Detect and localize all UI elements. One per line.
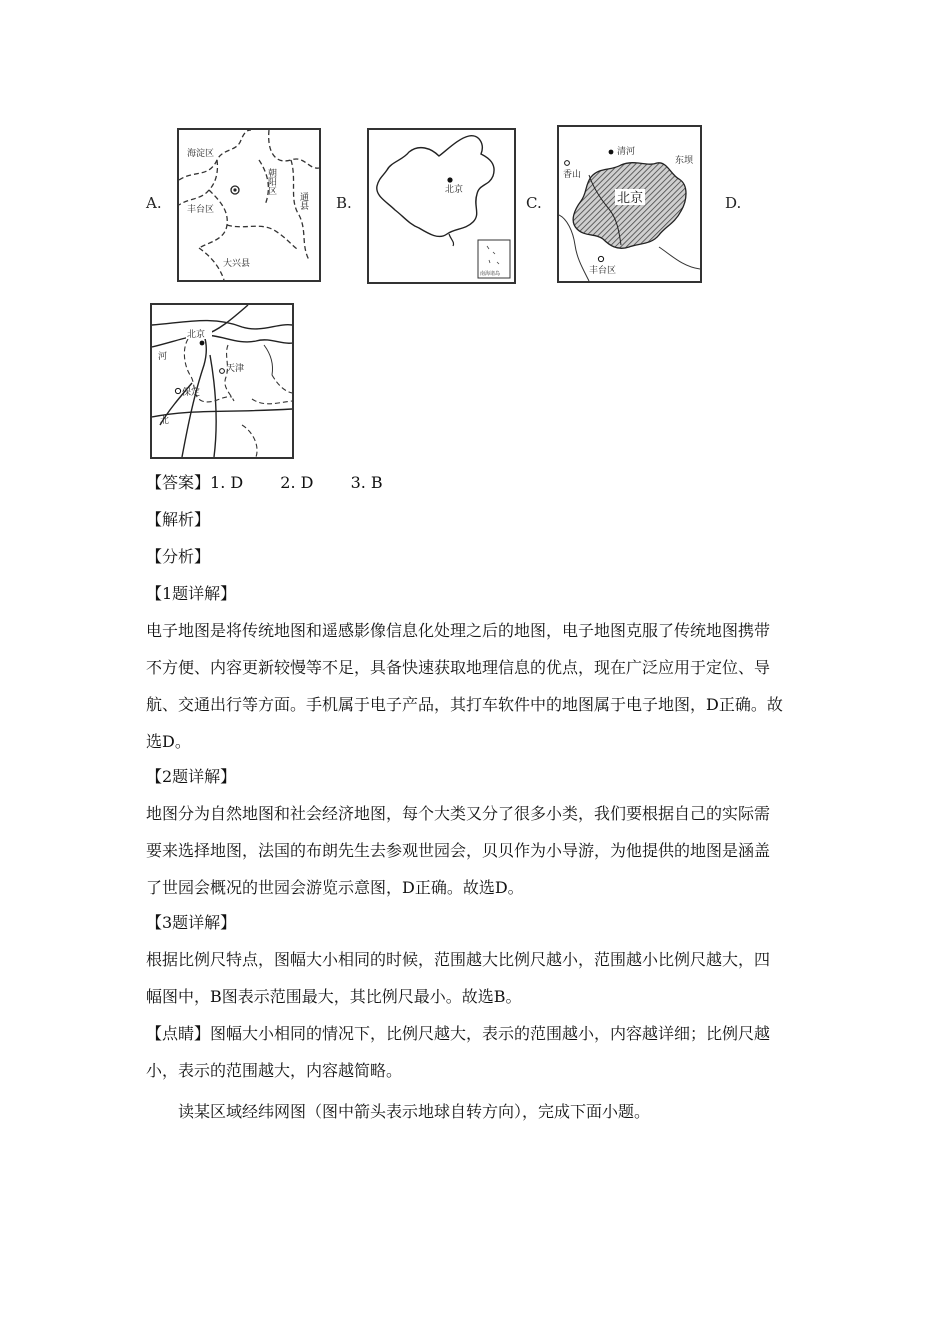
q2-line: 了世园会概况的世园会游览示意图，D正确。故选D。	[146, 878, 524, 897]
q2-line: 地图分为自然地图和社会经济地图，每个大类又分了很多小类，我们要根据自己的实际需	[146, 804, 771, 823]
q2-line: 要来选择地图，法国的布朗先生去参观世园会，贝贝作为小导游，为他提供的地图是涵盖	[146, 841, 771, 860]
place-label: 清河	[617, 147, 636, 157]
q3-heading: 【3题详解】	[146, 913, 237, 932]
q1-line: 不方便、内容更新较慢等不足，具备快速获取地理信息的优点，现在广泛应用于定位、导	[146, 658, 771, 677]
option-a-label: A.	[146, 194, 162, 212]
place-label: 大兴县	[223, 259, 251, 269]
place-label: 北	[160, 416, 170, 426]
place-label: 保定	[182, 388, 201, 398]
place-label: 河	[158, 352, 168, 362]
answer-tag: 【答案】	[146, 473, 211, 492]
option-a-map[interactable]	[177, 128, 321, 282]
place-label: 南海诸岛	[480, 271, 501, 277]
place-label: 北京	[617, 191, 644, 206]
place-label: 海淀区	[187, 149, 215, 159]
place-label: 通县	[298, 192, 308, 210]
place-label: 北京	[187, 330, 206, 340]
jiexi-heading: 【解析】	[146, 510, 211, 529]
place-label: 东坝	[675, 156, 694, 166]
option-c-map[interactable]	[557, 125, 702, 283]
dianjing-tag: 【点睛】	[146, 1024, 211, 1043]
beijing-city-map	[559, 127, 700, 281]
beijing-districts-map	[179, 130, 319, 280]
hebei-region-map	[152, 305, 292, 457]
answer-row	[146, 470, 816, 495]
fenxi-heading: 【分析】	[146, 547, 211, 566]
q1-line: 电子地图是将传统地图和遥感影像信息化处理之后的地图，电子地图克服了传统地图携带	[146, 621, 771, 640]
place-label: 北京	[445, 185, 464, 195]
q3-line: 幅图中，B图表示范围最大，其比例尺最小。故选B。	[146, 987, 522, 1006]
place-label: 香山	[563, 170, 582, 180]
answer-item: 3. B	[350, 473, 383, 492]
answer-item: 2. D	[280, 473, 314, 492]
place-label: 天津	[226, 364, 245, 374]
option-d-label: D.	[725, 194, 742, 212]
q1-line: 选D。	[146, 732, 191, 751]
dianjing-line: 小，表示的范围越大，内容越简略。	[146, 1061, 403, 1080]
china-map	[369, 130, 514, 282]
next-question-intro: 读某区域经纬网图（图中箭头表示地球自转方向），完成下面小题。	[178, 1102, 651, 1121]
answer-item: 1. D	[210, 473, 244, 492]
q1-heading: 【1题详解】	[146, 584, 237, 603]
q2-heading: 【2题详解】	[146, 767, 237, 786]
place-label: 朝阳区	[266, 168, 276, 195]
q1-line: 航、交通出行等方面。手机属于电子产品，其打车软件中的地图属于电子地图，D正确。故	[146, 695, 783, 714]
option-b-label: B.	[336, 194, 352, 212]
answer-analysis-section	[146, 470, 816, 1124]
dianjing-text: 图幅大小相同的情况下，比例尺越大，表示的范围越小，内容越详细；比例尺越	[210, 1024, 771, 1043]
q3-line: 根据比例尺特点，图幅大小相同的时候，范围越大比例尺越小，范围越小比例尺越大，四	[146, 950, 771, 969]
option-b-map[interactable]	[367, 128, 516, 284]
place-label: 丰台区	[589, 266, 617, 276]
option-c-label: C.	[526, 194, 542, 212]
option-d-map[interactable]	[150, 303, 294, 459]
place-label: 丰台区	[187, 205, 215, 215]
dianjing-line	[146, 1015, 816, 1052]
